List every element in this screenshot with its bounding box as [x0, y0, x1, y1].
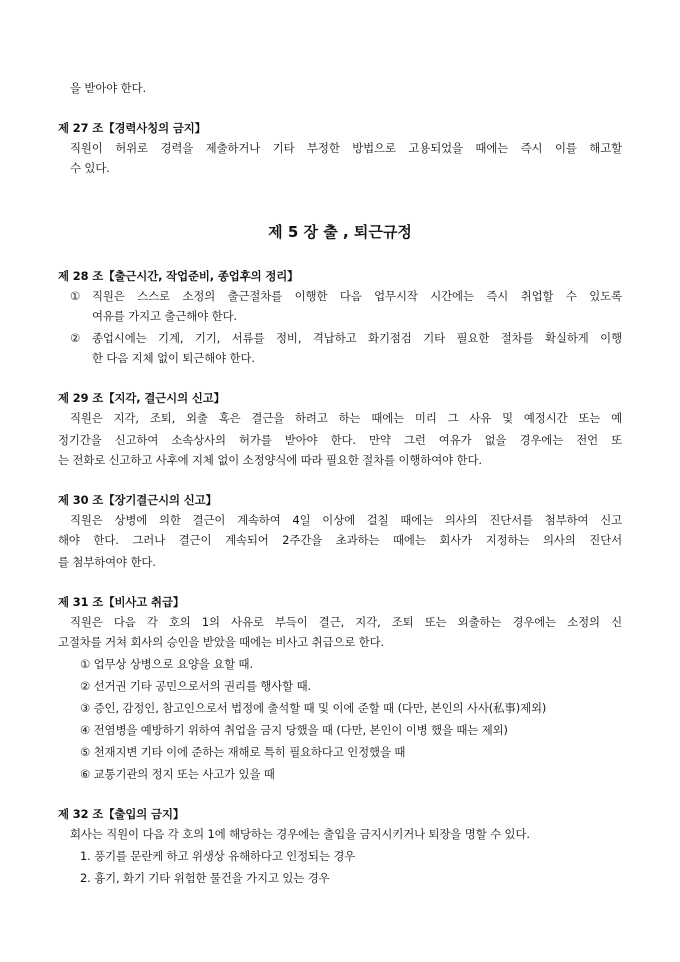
article-31-item-5: ⑤ 천재지변 기타 이에 준하는 재해로 특히 필요하다고 인정했을 때 [80, 745, 406, 759]
article-32-item-2: 2. 흉기, 화기 기타 위험한 물건을 가지고 있는 경우 [80, 871, 330, 885]
article-30-line-1: 직원은 상병에 의한 결근이 계속하여 4일 이상에 걸칠 때에는 의사의 진단서를 첨부하여 신고 [70, 513, 622, 527]
article-28-item-2-marker: ② [70, 331, 81, 345]
article-30-heading: 제 30 조【장기결근시의 신고】 [58, 493, 217, 507]
article-29-line-2: 정기간을 신고하여 소속상사의 허가를 받아야 한다. 만약 그런 여유가 없을 경우에는 전언 또 [58, 433, 622, 447]
article-27-line-2: 수 있다. [70, 161, 110, 175]
article-32-line-1: 회사는 직원이 다음 각 호의 1에 해당하는 경우에는 출입을 금지시키거나 퇴장을 명할 수 있다. [70, 827, 530, 841]
article-27-line-1: 직원이 허위로 경력을 제출하거나 기타 부정한 방법으로 고용되었을 때에는 즉시 이를 해고할 [70, 141, 622, 155]
article-27-heading: 제 27 조【경력사칭의 금지】 [58, 121, 206, 135]
article-31-item-2: ② 선거권 기타 공민으로서의 권리를 행사할 때. [80, 679, 312, 693]
article-32-heading: 제 32 조【출입의 금지】 [58, 807, 185, 821]
article-28-item-2-line-2: 한 다음 지체 없이 퇴근해야 한다. [92, 351, 255, 365]
article-28-item-1-line-2: 여유를 가지고 출근해야 한다. [92, 309, 237, 323]
chapter-title: 제 5 장 출 , 퇴근규정 [268, 223, 412, 241]
article-32-item-1: 1. 풍기를 문란케 하고 위생상 유해하다고 인정되는 경우 [80, 849, 356, 863]
article-30-line-2: 해야 한다. 그러나 결근이 계속되어 2주간을 초과하는 때에는 회사가 지정하는 의사의 진단서 [58, 533, 622, 547]
article-31-line-1: 직원은 다음 각 호의 1의 사유로 부득이 결근, 지각, 조퇴 또는 외출하는 경우에는 소정의 신 [70, 615, 622, 629]
article-31-item-3: ③ 증인, 감정인, 참고인으로서 법정에 출석할 때 및 이에 준할 때 (다만, 본인의 사사(私事)제외) [80, 701, 547, 715]
article-31-item-6: ⑥ 교통기관의 정지 또는 사고가 있을 때 [80, 767, 275, 781]
article-28-item-1-line-1: 직원은 스스로 소정의 출근절차를 이행한 다음 업무시작 시간에는 즉시 취업할 수 있도록 [92, 289, 622, 303]
article-28-heading: 제 28 조【출근시간, 작업준비, 종업후의 정리】 [58, 269, 299, 283]
article-29-heading: 제 29 조【지각, 결근시의 신고】 [58, 391, 225, 405]
article-31-item-4: ④ 전염병을 예방하기 위하여 취업을 금지 당했을 때 (다만, 본인이 이병 했을 때는 제외) [80, 723, 508, 737]
article-29-line-3: 는 전화로 신고하고 사후에 지체 없이 소정양식에 따라 필요한 절차를 이행하여야 한다. [58, 453, 482, 467]
article-28-item-2-line-1: 종업시에는 기계, 기기, 서류를 정비, 격납하고 화기점검 기타 필요한 절차를 확실하게 이행 [92, 331, 622, 345]
article-28-item-1-marker: ① [70, 289, 81, 303]
article-31-line-2: 고절차를 거쳐 회사의 승인을 받았을 때에는 비사고 취급으로 한다. [58, 635, 385, 649]
carryover-text: 을 받아야 한다. [70, 81, 146, 95]
article-31-item-1: ① 업무상 상병으로 요양을 요할 때. [80, 657, 253, 671]
article-29-line-1: 직원은 지각, 조퇴, 외출 혹은 결근을 하려고 하는 때에는 미리 그 사유 및 예정시간 또는 예 [70, 411, 622, 425]
article-30-line-3: 를 첨부하여야 한다. [58, 555, 156, 569]
article-31-heading: 제 31 조【비사고 취급】 [58, 595, 185, 609]
